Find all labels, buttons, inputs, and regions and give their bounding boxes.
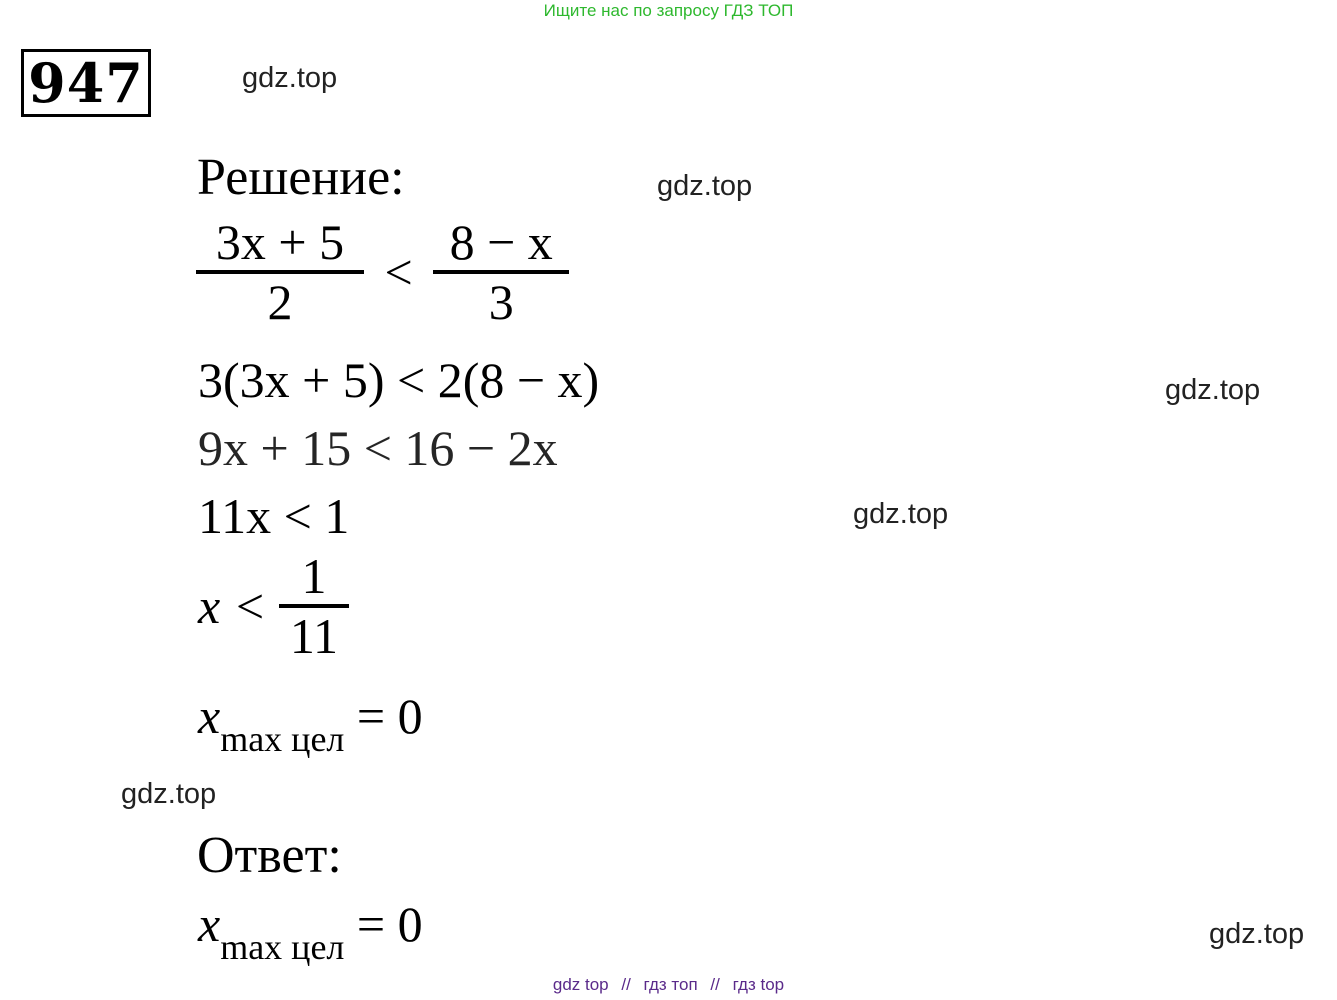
- footer-separator: //: [710, 975, 720, 994]
- answer-variable: x: [198, 896, 221, 952]
- problem-number: 947: [21, 49, 151, 117]
- step-5-denominator: 11: [289, 608, 339, 664]
- watermark: gdz.top: [121, 778, 217, 810]
- search-banner[interactable]: Ищите нас по запросу ГДЗ ТОП: [543, 1, 794, 20]
- step-4: 11x < 1: [198, 488, 350, 544]
- step-5-fraction: [279, 548, 349, 664]
- step-1-inequality: [196, 214, 569, 330]
- right-fraction: [433, 214, 569, 330]
- step-6-variable: x: [198, 688, 221, 744]
- step-5-left: x <: [198, 578, 267, 634]
- answer-rest: = 0: [344, 896, 423, 952]
- right-numerator: 8 − x: [449, 214, 553, 270]
- left-numerator: 3x + 5: [215, 214, 345, 270]
- left-denominator: 2: [267, 274, 293, 330]
- step-5-numerator: 1: [301, 548, 327, 604]
- answer-heading: Ответ:: [197, 827, 342, 884]
- step-6-value: = 0: [344, 688, 423, 744]
- watermark: gdz.top: [1209, 918, 1305, 950]
- watermark: gdz.top: [1165, 374, 1261, 406]
- watermark: gdz.top: [853, 498, 949, 530]
- step-3: 9x + 15 < 16 − 2x: [198, 420, 558, 476]
- step-2: 3(3x + 5) < 2(8 − x): [198, 352, 600, 408]
- step-6-subscript: max цел: [220, 719, 345, 759]
- footer-separator: //: [621, 975, 631, 994]
- step-5: [198, 548, 349, 664]
- footer-link-gdz-top-mixed[interactable]: гдз top: [732, 975, 785, 994]
- watermark: gdz.top: [657, 170, 753, 202]
- footer-link-gdz-top[interactable]: gdz top: [552, 975, 609, 994]
- step-6: [198, 688, 423, 759]
- answer-value: [198, 896, 423, 967]
- solution-heading: Решение:: [197, 149, 405, 206]
- less-than-sign: <: [384, 244, 413, 300]
- watermark: gdz.top: [242, 62, 338, 94]
- left-fraction: [196, 214, 364, 330]
- footer-links: [0, 975, 1337, 995]
- right-denominator: 3: [488, 274, 514, 330]
- answer-subscript: max цел: [220, 927, 345, 967]
- footer-link-gdz-top-ru[interactable]: гдз топ: [643, 975, 698, 994]
